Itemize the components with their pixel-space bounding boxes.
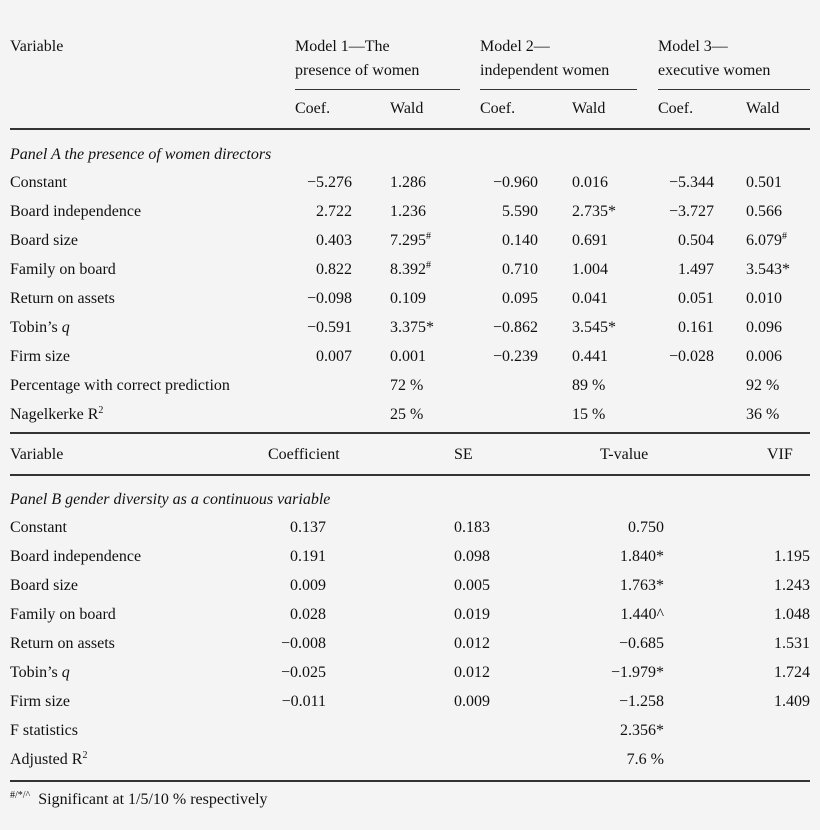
t-value-cell <box>619 636 664 652</box>
model1-wald-cell-text: 0.109 <box>390 290 426 307</box>
coefficient-cell <box>281 636 326 652</box>
model3-wald-cell-text: 3.543* <box>746 261 790 278</box>
panel-a-row-label <box>10 233 78 249</box>
panel-b-title: Panel B gender diversity as a continuous variable <box>10 491 331 508</box>
t-value-summary-cell-text: 7.6 % <box>626 751 664 768</box>
model3-wald-cell <box>746 291 782 307</box>
panel-b-header-vif: VIF <box>767 446 793 463</box>
panel-b-summary-label <box>10 752 87 768</box>
model3-summary-cell <box>746 378 779 394</box>
significance-mark: # <box>426 260 431 271</box>
vif-cell-text: 1.531 <box>774 635 810 652</box>
t-value-cell <box>611 665 664 681</box>
se-cell <box>454 607 490 623</box>
model2-underline <box>480 89 637 90</box>
model1-wald-cell <box>390 320 434 336</box>
model1-wald-cell-text: 1.236 <box>390 203 426 220</box>
model1-summary-cell <box>390 407 423 423</box>
model1-summary-cell <box>390 378 423 394</box>
panel-b-header-coefficient: Coefficient <box>268 446 340 463</box>
t-value-cell-text: −0.685 <box>618 635 664 652</box>
model2-coef-cell <box>502 204 538 220</box>
panel-a-row-label <box>10 175 67 191</box>
coefficient-cell-text: −0.011 <box>281 693 326 710</box>
model1-wald-header: Wald <box>390 100 424 117</box>
model2-coef-cell-text: 0.095 <box>502 290 538 307</box>
model2-wald-cell <box>572 291 608 307</box>
model1-wald-cell <box>390 233 431 249</box>
se-cell-text: 0.012 <box>454 664 490 681</box>
model2-title-line2: independent women <box>480 62 610 79</box>
coefficient-cell-text: 0.028 <box>290 606 326 623</box>
vif-cell-text: 1.195 <box>774 548 810 565</box>
panel-a-row-label-text: Firm size <box>10 348 70 365</box>
model3-wald-cell <box>746 175 782 191</box>
model3-wald-cell-text: 0.010 <box>746 290 782 307</box>
t-value-summary-cell-text: 2.356* <box>620 722 664 739</box>
model2-wald-cell-text: 0.041 <box>572 290 608 307</box>
vif-cell-text: 1.409 <box>774 693 810 710</box>
model3-coef-cell-text: −0.028 <box>668 348 714 365</box>
coefficient-cell <box>290 607 326 623</box>
model1-coef-cell-text: 2.722 <box>316 203 352 220</box>
model2-coef-cell-text: −0.239 <box>492 348 538 365</box>
model2-wald-cell-text: 0.691 <box>572 232 608 249</box>
panel-a-row-label <box>10 262 116 278</box>
panel-b-summary-label-text: Adjusted R <box>10 751 83 768</box>
coefficient-cell <box>290 578 326 594</box>
model3-title-line1: Model 3— <box>658 38 728 55</box>
coefficient-cell <box>281 665 326 681</box>
footnote-marks: #/*/^ <box>10 790 31 801</box>
panel-b-row-label-text: Constant <box>10 519 67 536</box>
coefficient-cell <box>290 520 326 536</box>
t-value-cell-text: 0.750 <box>628 519 664 536</box>
header-rule <box>10 128 810 130</box>
coefficient-cell <box>290 549 326 565</box>
panel-b-row-label-text: Tobin’s <box>10 664 58 681</box>
footnote-text: Significant at 1/5/10 % respectively <box>38 791 268 808</box>
panel-b-row-label <box>10 665 70 681</box>
t-value-cell-text: −1.258 <box>618 693 664 710</box>
model3-wald-cell-text: 6.079 <box>746 232 782 249</box>
t-value-summary-cell <box>627 752 664 768</box>
panel-a-summary-label <box>10 407 103 423</box>
model1-coef-cell-text: 0.403 <box>316 232 352 249</box>
panel-a-row-label-text: Board independence <box>10 203 142 220</box>
model2-coef-cell <box>502 262 538 278</box>
coefficient-cell-text: −0.008 <box>280 635 326 652</box>
model3-wald-cell-text: 0.566 <box>746 203 782 220</box>
panel-b-row-label-text: Return on assets <box>10 635 115 652</box>
t-value-cell-text: 1.763* <box>620 577 664 594</box>
panel-a-title: Panel A the presence of women directors <box>10 146 272 163</box>
panel-a-row-label <box>10 291 115 307</box>
model2-coef-cell <box>493 349 538 365</box>
panel-b-header-rule <box>10 474 810 476</box>
model2-coef-cell-text: −0.960 <box>492 174 538 191</box>
model2-wald-cell <box>572 320 616 336</box>
significance-mark: # <box>782 231 787 242</box>
model1-title-line2: presence of women <box>295 62 420 79</box>
model2-wald-cell <box>572 175 608 191</box>
model3-title-line2: executive women <box>658 62 771 79</box>
superscript: 2 <box>82 750 88 761</box>
panel-b-row-label <box>10 520 67 536</box>
vif-cell <box>774 665 810 681</box>
panel-b-row-label-text: Firm size <box>10 693 70 710</box>
model1-coef-cell <box>307 291 352 307</box>
model1-underline <box>295 89 460 90</box>
vif-cell <box>774 549 810 565</box>
panel-b-row-label-text: Family on board <box>10 606 116 623</box>
model1-wald-cell <box>390 349 426 365</box>
t-value-cell <box>620 549 664 565</box>
model3-summary-cell-text: 36 % <box>746 406 780 423</box>
panel-b-header-variable: Variable <box>10 446 64 463</box>
model1-wald-cell <box>390 262 431 278</box>
panel-b-summary-label-text: F statistics <box>10 722 79 739</box>
model2-wald-header: Wald <box>572 100 606 117</box>
model1-wald-cell-text: 0.001 <box>390 348 426 365</box>
model2-summary-cell-text: 15 % <box>572 406 606 423</box>
model1-wald-cell-text: 7.295 <box>390 232 426 249</box>
model3-wald-header: Wald <box>746 100 780 117</box>
panel-a-summary-label-text: Nagelkerke R <box>10 406 99 423</box>
model3-wald-cell <box>746 320 782 336</box>
model2-coef-header: Coef. <box>480 100 516 117</box>
panel-b-row-label <box>10 636 115 652</box>
model1-title-line1: Model 1—The <box>295 38 390 55</box>
model3-wald-cell-text: 0.501 <box>746 174 782 191</box>
model2-wald-cell <box>572 204 616 220</box>
model1-coef-cell-text: 0.007 <box>316 348 352 365</box>
panel-b-row-label-text: Board size <box>10 577 78 594</box>
model3-coef-cell <box>678 291 714 307</box>
model1-coef-cell <box>307 175 352 191</box>
bottom-rule <box>10 780 810 782</box>
model2-wald-cell-text: 0.441 <box>572 348 608 365</box>
model3-coef-cell <box>678 233 714 249</box>
model2-coef-cell-text: −0.862 <box>492 319 538 336</box>
model1-coef-cell <box>316 262 352 278</box>
t-value-cell <box>628 520 664 536</box>
panel-b-row-label-text: Board independence <box>10 548 142 565</box>
model1-coef-cell <box>316 349 352 365</box>
model3-coef-cell-text: 0.161 <box>678 319 714 336</box>
t-value-cell <box>620 607 664 623</box>
t-value-cell-text: 1.840* <box>620 548 664 565</box>
model2-coef-cell <box>493 175 538 191</box>
panel-b-header-se: SE <box>454 446 473 463</box>
model2-coef-cell <box>502 291 538 307</box>
model1-coef-header: Coef. <box>295 100 331 117</box>
se-cell-text: 0.098 <box>454 548 490 565</box>
vif-cell-text: 1.048 <box>774 606 810 623</box>
model2-coef-cell-text: 5.590 <box>502 203 538 220</box>
panel-b-summary-label <box>10 723 78 739</box>
model1-coef-cell-text: −5.276 <box>306 174 352 191</box>
model2-coef-cell <box>493 320 538 336</box>
coefficient-cell-text: 0.191 <box>290 548 326 565</box>
model2-wald-cell-text: 2.735* <box>572 203 616 220</box>
t-value-cell-text: −1.979* <box>610 664 664 681</box>
vif-cell <box>774 607 810 623</box>
model1-wald-cell <box>390 204 426 220</box>
model2-wald-cell <box>572 262 608 278</box>
model3-underline <box>658 89 810 90</box>
se-cell-text: 0.183 <box>454 519 490 536</box>
model2-wald-cell <box>572 349 608 365</box>
panel-b-row-label <box>10 578 78 594</box>
se-cell <box>454 549 490 565</box>
model2-coef-cell <box>502 233 538 249</box>
model2-summary-cell <box>572 378 605 394</box>
model2-wald-cell-text: 1.004 <box>572 261 608 278</box>
vif-cell <box>774 578 810 594</box>
model2-coef-cell-text: 0.710 <box>502 261 538 278</box>
model2-wald-cell-text: 0.016 <box>572 174 608 191</box>
t-value-cell <box>619 694 664 710</box>
se-cell-text: 0.019 <box>454 606 490 623</box>
header-variable: Variable <box>10 38 64 55</box>
model2-summary-cell <box>572 407 605 423</box>
model1-wald-cell-text: 3.375* <box>390 319 434 336</box>
t-value-summary-cell <box>620 723 664 739</box>
panel-divider <box>10 432 810 434</box>
se-cell <box>454 520 490 536</box>
model3-wald-cell <box>746 349 782 365</box>
se-cell <box>454 694 490 710</box>
model1-coef-cell <box>307 320 352 336</box>
vif-cell <box>774 694 810 710</box>
model3-coef-cell-text: 0.504 <box>678 232 714 249</box>
coefficient-cell <box>282 694 326 710</box>
se-cell <box>454 578 490 594</box>
se-cell-text: 0.012 <box>454 635 490 652</box>
model1-wald-cell-text: 8.392 <box>390 261 426 278</box>
panel-b-row-label <box>10 694 70 710</box>
model3-summary-cell <box>746 407 779 423</box>
coefficient-cell-text: 0.009 <box>290 577 326 594</box>
model3-coef-cell-text: −3.727 <box>668 203 714 220</box>
coefficient-cell-text: 0.137 <box>290 519 326 536</box>
panel-a-row-label <box>10 204 141 220</box>
model1-coef-cell-text: 0.822 <box>316 261 352 278</box>
panel-a-row-label-text: Board size <box>10 232 78 249</box>
vif-cell-text: 1.724 <box>774 664 810 681</box>
model3-coef-cell <box>669 204 714 220</box>
model3-coef-cell-text: 1.497 <box>678 261 714 278</box>
panel-a-summary-label <box>10 378 230 394</box>
se-cell <box>454 665 490 681</box>
model1-wald-cell <box>390 291 426 307</box>
panel-a-row-label <box>10 320 70 336</box>
panel-a-summary-label-text: Percentage with correct prediction <box>10 377 230 394</box>
model3-wald-cell-text: 0.096 <box>746 319 782 336</box>
vif-cell <box>774 636 810 652</box>
panel-a-row-label <box>10 349 70 365</box>
se-cell <box>454 636 490 652</box>
panel-a-row-label-text: Tobin’s <box>10 319 58 336</box>
model1-coef-cell-text: −0.591 <box>306 319 352 336</box>
model3-coef-cell-text: −5.344 <box>668 174 714 191</box>
t-value-cell <box>620 578 664 594</box>
model3-coef-cell <box>669 349 714 365</box>
superscript: 2 <box>98 405 104 416</box>
vif-cell-text: 1.243 <box>774 577 810 594</box>
model1-wald-cell-text: 1.286 <box>390 174 426 191</box>
model2-title-line1: Model 2— <box>480 38 550 55</box>
significance-mark: # <box>426 231 431 242</box>
t-value-cell-text: 1.440^ <box>620 606 664 623</box>
panel-a-row-label-text: Family on board <box>10 261 116 278</box>
model3-coef-cell <box>678 320 714 336</box>
model1-coef-cell <box>316 233 352 249</box>
panel-a-row-label-text: Constant <box>10 174 67 191</box>
panel-b-row-label <box>10 607 116 623</box>
model3-summary-cell-text: 92 % <box>746 377 780 394</box>
panel-b-header-tvalue: T-value <box>600 446 649 463</box>
model2-summary-cell-text: 89 % <box>572 377 606 394</box>
model3-coef-cell-text: 0.051 <box>678 290 714 307</box>
model2-coef-cell-text: 0.140 <box>502 232 538 249</box>
model3-wald-cell <box>746 262 790 278</box>
model3-coef-cell <box>678 262 714 278</box>
panel-a-row-label-text: Return on assets <box>10 290 115 307</box>
model1-summary-cell-text: 72 % <box>390 377 424 394</box>
coefficient-cell-text: −0.025 <box>280 664 326 681</box>
footnote <box>10 792 268 808</box>
model2-wald-cell-text: 3.545* <box>572 319 616 336</box>
italic-q: q <box>61 319 70 336</box>
model2-wald-cell <box>572 233 608 249</box>
model3-coef-header: Coef. <box>658 100 694 117</box>
panel-b-row-label <box>10 549 141 565</box>
se-cell-text: 0.009 <box>454 693 490 710</box>
model3-wald-cell-text: 0.006 <box>746 348 782 365</box>
italic-q: q <box>61 664 70 681</box>
model1-wald-cell <box>390 175 426 191</box>
model1-summary-cell-text: 25 % <box>390 406 424 423</box>
model3-wald-cell <box>746 233 787 249</box>
model3-coef-cell <box>669 175 714 191</box>
se-cell-text: 0.005 <box>454 577 490 594</box>
model3-wald-cell <box>746 204 782 220</box>
model1-coef-cell <box>316 204 352 220</box>
model1-coef-cell-text: −0.098 <box>306 290 352 307</box>
